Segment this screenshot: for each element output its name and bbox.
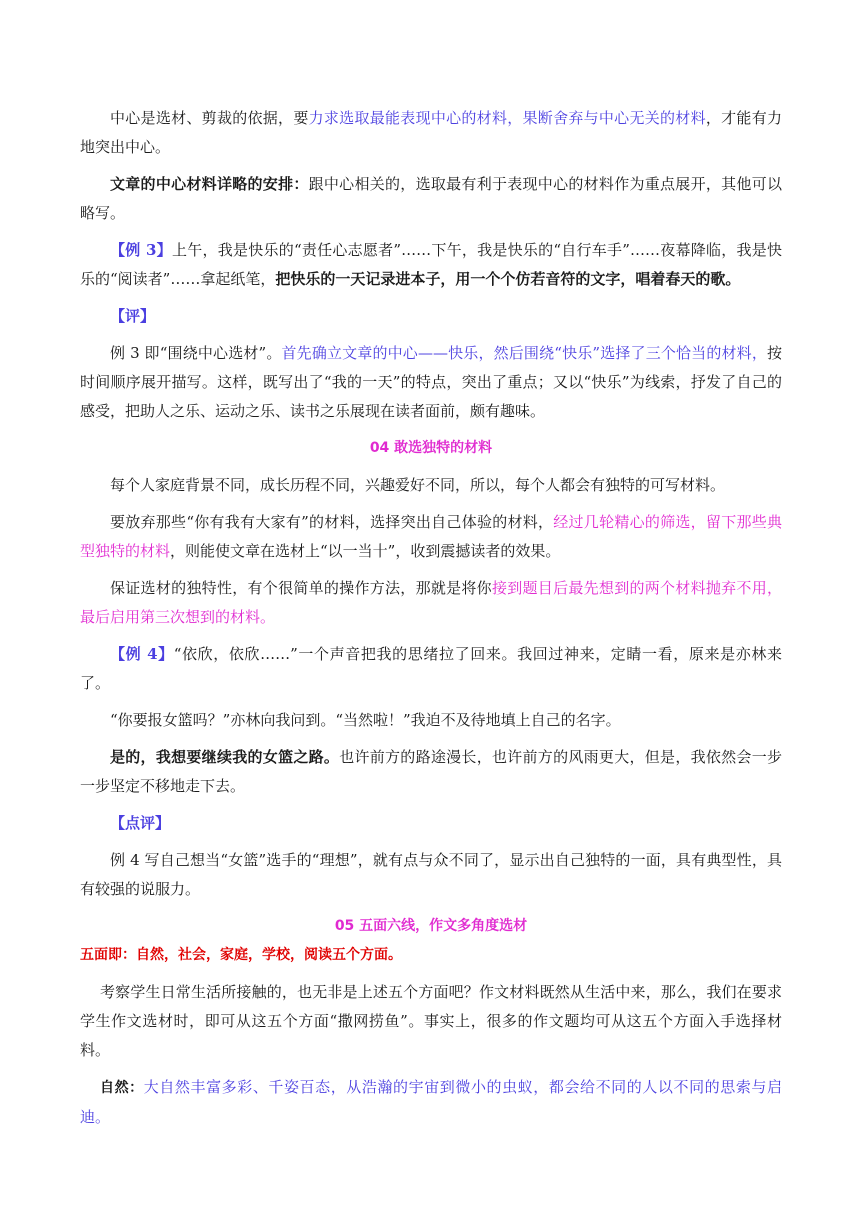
paragraph-example-4 (80, 640, 782, 698)
five-aspects-line: 五面即：自然，社会，家庭，学校，阅读五个方面。 (80, 947, 402, 963)
text: 跟中心相关的，选取最有利于表现中心的材料作为重点展开，其他可以略写。 (80, 175, 782, 222)
text: 例 3 即“围绕中心选材”。 (110, 344, 282, 362)
paragraph-abandon-common (80, 508, 782, 566)
highlight-text: 接到题目后最先想到的两个材料抛弃不用，最后启用第三次想到的材料。 (80, 579, 782, 626)
section-heading-05: 05 五面六线，作文多角度选材 (334, 918, 528, 934)
highlight-text: 首先确立文章的中心——快乐，然后围绕“快乐”选择了三个恰当的材料， (281, 344, 767, 362)
text: 要放弃那些“你有我有大家有”的材料，选择突出自己体验的材料， (110, 513, 554, 531)
paragraph-review-tag (80, 809, 782, 838)
paragraph-basketball-path (80, 743, 782, 801)
text: ，才能有力地突出中心。 (80, 109, 782, 156)
paragraph-center-principle (80, 104, 782, 162)
review-tag: 【点评】 (110, 814, 171, 832)
comment-tag: 【评】 (110, 307, 156, 325)
paragraph-five-aspects: 考察学生日常生活所接触的，也无非是上述五个方面吧？作文材料既然从生活中来，那么，我们在要求学生作文选材时，即可从这五个方面“撒网捞鱼”。事实上，很多的作文题均可从这五个方面入手选择材料。 (80, 983, 782, 1059)
text: 也许前方的路途漫长，也许前方的风雨更大，但是，我依然会一步一步坚定不移地走下去。 (80, 748, 782, 795)
paragraph-example-3-comment (80, 339, 782, 426)
text: ，则能使文章在选材上“以一当十”，收到震撼读者的效果。 (170, 542, 561, 560)
paragraph-unique-material: 每个人家庭背景不同，成长历程不同，兴趣爱好不同，所以，每个人都会有独特的可写材料。 (110, 476, 726, 494)
text: 上午，我是快乐的“责任心志愿者”……下午，我是快乐的“自行车手”……夜幕降临，我是快乐的“阅读者”……拿起纸笔， (80, 241, 782, 288)
bold-lead: 文章的中心材料详略的安排： (110, 175, 309, 193)
paragraph-comment-tag (80, 302, 782, 331)
bold-text: 是的，我想要继续我的女篮之路。 (110, 748, 340, 766)
example-tag: 【例 3】 (110, 241, 172, 259)
paragraph-example-3 (80, 236, 782, 294)
text: 中心是选材、剪裁的依据，要 (110, 109, 309, 127)
nature-label: 自然： (100, 1080, 144, 1096)
bold-text: 把快乐的一天记录进本子，用一个个仿若音符的文字，唱着春天的歌。 (275, 270, 741, 288)
example-tag: 【例 4】 (110, 645, 174, 663)
document-page (80, 104, 782, 1132)
paragraph-nature (80, 1073, 782, 1132)
highlight-text: 经过几轮精心的筛选，留下那些典型独特的材料 (80, 513, 782, 560)
text: 保证选材的独特性，有个很简单的操作方法，那就是将你 (110, 579, 492, 597)
text: “依欣，依欣……”一个声音把我的思绪拉了回来。我回过神来，定睛一看，原来是亦林来了。 (80, 645, 782, 692)
text: 按时间顺序展开描写。这样，既写出了“我的一天”的特点，突出了重点；又以“快乐”为线索，抒发了自己的感受，把助人之乐、运动之乐、读书之乐展现在读者面前，颇有趣味。 (80, 344, 783, 420)
paragraph-dialogue: “你要报女篮吗？”亦林向我问到。“当然啦！”我迫不及待地填上自己的名字。 (110, 711, 621, 729)
paragraph-detail-arrangement (80, 170, 782, 228)
section-heading-04: 04 敢选独特的材料 (369, 440, 493, 456)
paragraph-method (80, 574, 782, 632)
highlight-text: 力求选取最能表现中心的材料，果断舍弃与中心无关的材料 (308, 109, 706, 127)
highlight-text: 大自然丰富多彩、千姿百态，从浩瀚的宇宙到微小的虫蚁，都会给不同的人以不同的思索与启迪。 (80, 1078, 782, 1126)
paragraph-example-4-comment: 例 4 写自己想当“女篮”选手的“理想”，就有点与众不同了，显示出自己独特的一面，具有典型性，具有较强的说服力。 (80, 851, 782, 898)
